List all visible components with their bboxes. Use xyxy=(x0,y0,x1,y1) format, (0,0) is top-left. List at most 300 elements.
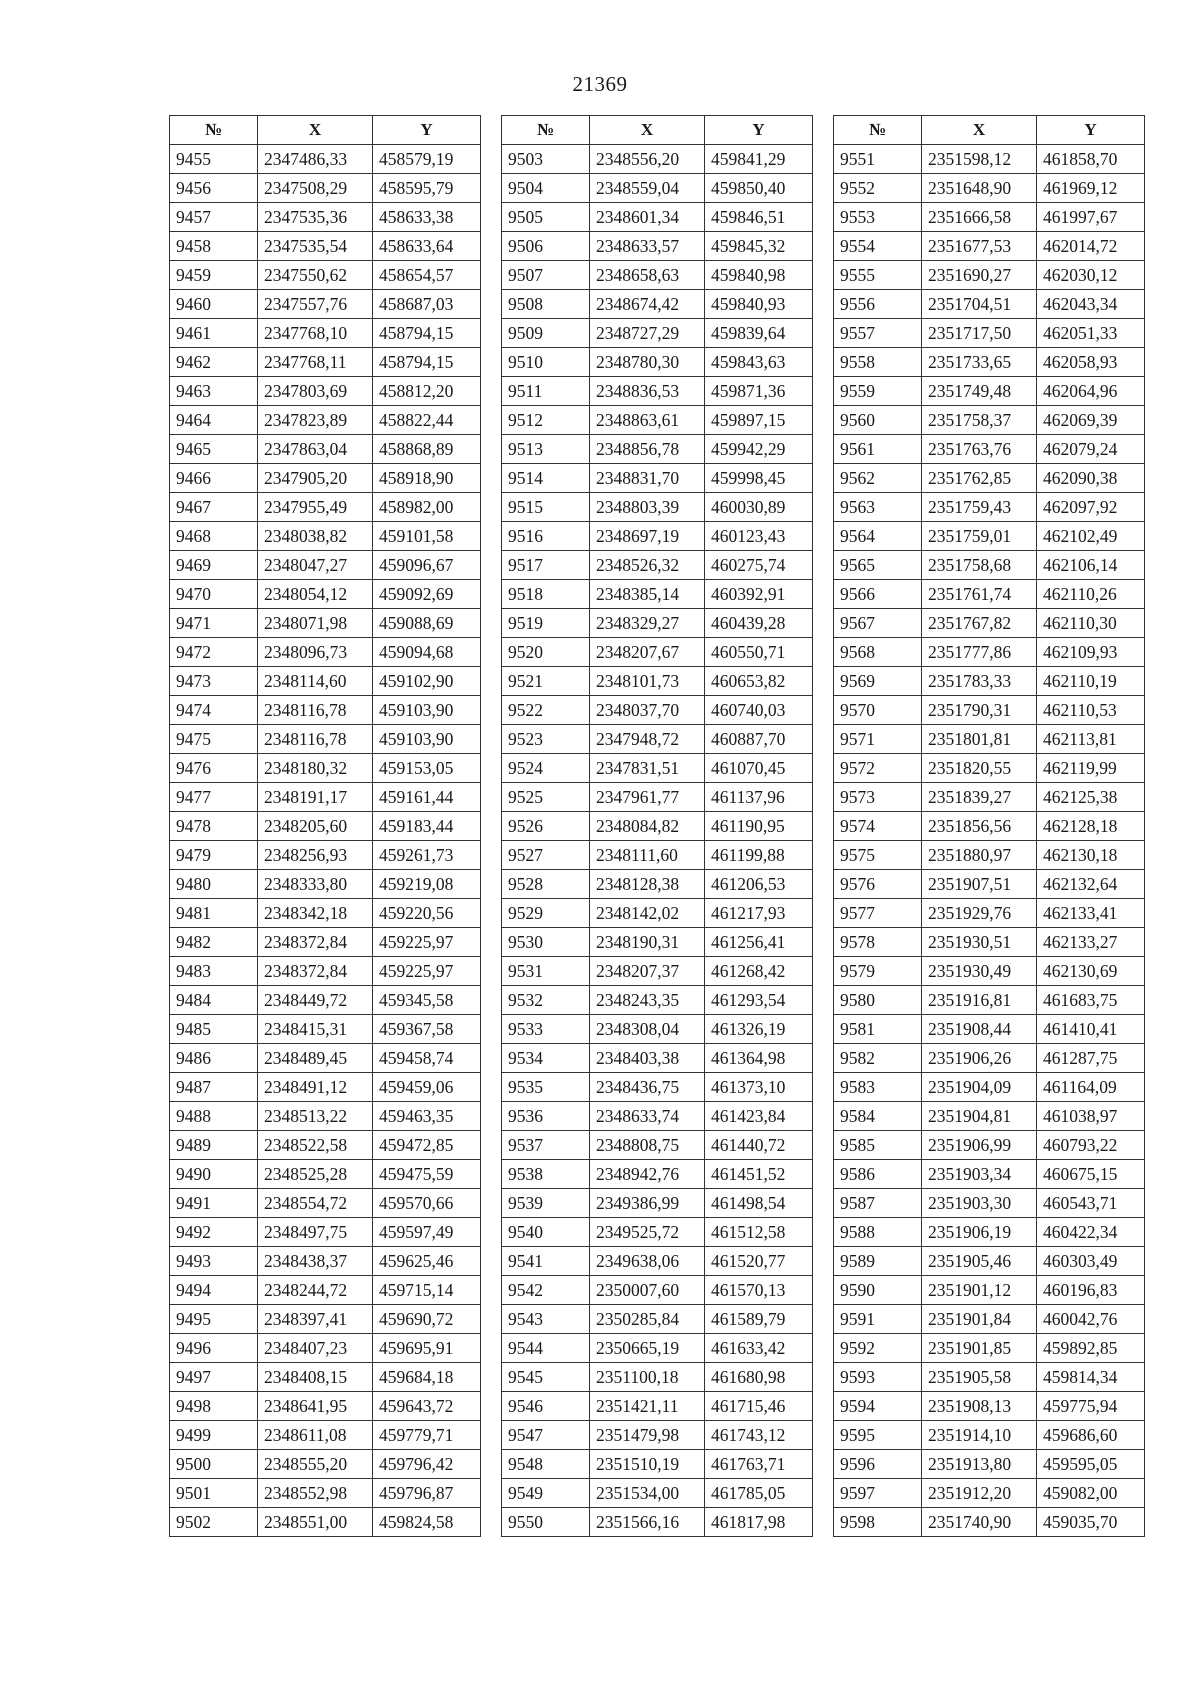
x-value: 2348641,95 xyxy=(258,1392,373,1421)
table-row xyxy=(834,1073,1145,1102)
header-x: X xyxy=(590,116,705,145)
x-value: 2347557,76 xyxy=(258,290,373,319)
table-row xyxy=(170,290,481,319)
point-number: 9542 xyxy=(502,1276,590,1305)
x-value: 2351905,58 xyxy=(922,1363,1037,1392)
x-value: 2348329,27 xyxy=(590,609,705,638)
x-value: 2348180,32 xyxy=(258,754,373,783)
y-value: 462130,18 xyxy=(1037,841,1145,870)
y-value: 458918,90 xyxy=(373,464,481,493)
table-row xyxy=(502,1276,813,1305)
table-row xyxy=(170,406,481,435)
point-number: 9576 xyxy=(834,870,922,899)
page-number: 21369 xyxy=(572,72,628,96)
x-value: 2351929,76 xyxy=(922,899,1037,928)
y-value: 459796,42 xyxy=(373,1450,481,1479)
point-number: 9501 xyxy=(170,1479,258,1508)
y-value: 461206,53 xyxy=(705,870,813,899)
y-value: 459367,58 xyxy=(373,1015,481,1044)
table-row xyxy=(502,1131,813,1160)
y-value: 461683,75 xyxy=(1037,986,1145,1015)
point-number: 9594 xyxy=(834,1392,922,1421)
point-number: 9503 xyxy=(502,145,590,174)
y-value: 462058,93 xyxy=(1037,348,1145,377)
table-row xyxy=(170,754,481,783)
table-row xyxy=(502,754,813,783)
point-number: 9527 xyxy=(502,841,590,870)
x-value: 2348522,58 xyxy=(258,1131,373,1160)
x-value: 2351598,12 xyxy=(922,145,1037,174)
x-value: 2351839,27 xyxy=(922,783,1037,812)
y-value: 459103,90 xyxy=(373,725,481,754)
x-value: 2347486,33 xyxy=(258,145,373,174)
table-row xyxy=(170,1305,481,1334)
y-value: 458579,19 xyxy=(373,145,481,174)
y-value: 461256,41 xyxy=(705,928,813,957)
table-body xyxy=(834,145,1145,1537)
table-row xyxy=(834,232,1145,261)
point-number: 9556 xyxy=(834,290,922,319)
x-value: 2351763,76 xyxy=(922,435,1037,464)
table-row xyxy=(834,812,1145,841)
table-row xyxy=(170,1044,481,1073)
y-value: 459345,58 xyxy=(373,986,481,1015)
point-number: 9598 xyxy=(834,1508,922,1537)
point-number: 9544 xyxy=(502,1334,590,1363)
x-value: 2351908,13 xyxy=(922,1392,1037,1421)
y-value: 458812,20 xyxy=(373,377,481,406)
x-value: 2348525,28 xyxy=(258,1160,373,1189)
point-number: 9564 xyxy=(834,522,922,551)
point-number: 9573 xyxy=(834,783,922,812)
table-row xyxy=(834,377,1145,406)
y-value: 460439,28 xyxy=(705,609,813,638)
x-value: 2351759,01 xyxy=(922,522,1037,551)
table-row xyxy=(170,1450,481,1479)
table-row xyxy=(834,1131,1145,1160)
x-value: 2348552,98 xyxy=(258,1479,373,1508)
table-row xyxy=(170,1102,481,1131)
y-value: 462106,14 xyxy=(1037,551,1145,580)
y-value: 459595,05 xyxy=(1037,1450,1145,1479)
x-value: 2348191,17 xyxy=(258,783,373,812)
table-row xyxy=(170,551,481,580)
y-value: 459690,72 xyxy=(373,1305,481,1334)
table-row xyxy=(170,464,481,493)
x-value: 2348038,82 xyxy=(258,522,373,551)
x-value: 2348096,73 xyxy=(258,638,373,667)
table-row xyxy=(170,870,481,899)
y-value: 459846,51 xyxy=(705,203,813,232)
point-number: 9474 xyxy=(170,696,258,725)
x-value: 2348101,73 xyxy=(590,667,705,696)
x-value: 2347863,04 xyxy=(258,435,373,464)
y-value: 461763,71 xyxy=(705,1450,813,1479)
point-number: 9559 xyxy=(834,377,922,406)
table-row xyxy=(834,783,1145,812)
x-value: 2348308,04 xyxy=(590,1015,705,1044)
x-value: 2348408,15 xyxy=(258,1363,373,1392)
point-number: 9562 xyxy=(834,464,922,493)
point-number: 9460 xyxy=(170,290,258,319)
table-row xyxy=(834,145,1145,174)
x-value: 2348780,30 xyxy=(590,348,705,377)
point-number: 9531 xyxy=(502,957,590,986)
x-value: 2351904,81 xyxy=(922,1102,1037,1131)
point-number: 9496 xyxy=(170,1334,258,1363)
y-value: 459715,14 xyxy=(373,1276,481,1305)
x-value: 2348497,75 xyxy=(258,1218,373,1247)
point-number: 9530 xyxy=(502,928,590,957)
x-value: 2348491,12 xyxy=(258,1073,373,1102)
y-value: 459998,45 xyxy=(705,464,813,493)
y-value: 462043,34 xyxy=(1037,290,1145,319)
x-value: 2347905,20 xyxy=(258,464,373,493)
x-value: 2351903,34 xyxy=(922,1160,1037,1189)
table-row xyxy=(834,754,1145,783)
y-value: 460030,89 xyxy=(705,493,813,522)
table-body xyxy=(170,145,481,1537)
table-row xyxy=(502,667,813,696)
table-row xyxy=(170,1160,481,1189)
x-value: 2351777,86 xyxy=(922,638,1037,667)
point-number: 9499 xyxy=(170,1421,258,1450)
x-value: 2348633,74 xyxy=(590,1102,705,1131)
header-y: Y xyxy=(1037,116,1145,145)
point-number: 9539 xyxy=(502,1189,590,1218)
x-value: 2347550,62 xyxy=(258,261,373,290)
table-row xyxy=(502,725,813,754)
y-value: 460422,34 xyxy=(1037,1218,1145,1247)
table-row xyxy=(834,522,1145,551)
table-row xyxy=(170,232,481,261)
point-number: 9522 xyxy=(502,696,590,725)
x-value: 2348415,31 xyxy=(258,1015,373,1044)
table-row xyxy=(502,899,813,928)
y-value: 461070,45 xyxy=(705,754,813,783)
point-number: 9553 xyxy=(834,203,922,232)
y-value: 462064,96 xyxy=(1037,377,1145,406)
header-number: № xyxy=(502,116,590,145)
point-number: 9455 xyxy=(170,145,258,174)
y-value: 461038,97 xyxy=(1037,1102,1145,1131)
x-value: 2351740,90 xyxy=(922,1508,1037,1537)
point-number: 9459 xyxy=(170,261,258,290)
y-value: 458868,89 xyxy=(373,435,481,464)
x-value: 2351566,16 xyxy=(590,1508,705,1537)
point-number: 9462 xyxy=(170,348,258,377)
x-value: 2348084,82 xyxy=(590,812,705,841)
table-row xyxy=(502,957,813,986)
y-value: 462109,93 xyxy=(1037,638,1145,667)
point-number: 9500 xyxy=(170,1450,258,1479)
table-row xyxy=(834,725,1145,754)
x-value: 2348244,72 xyxy=(258,1276,373,1305)
y-value: 461293,54 xyxy=(705,986,813,1015)
table-row xyxy=(170,1479,481,1508)
x-value: 2348256,93 xyxy=(258,841,373,870)
y-value: 459219,08 xyxy=(373,870,481,899)
x-value: 2348207,67 xyxy=(590,638,705,667)
table-row xyxy=(834,957,1145,986)
point-number: 9591 xyxy=(834,1305,922,1334)
x-value: 2348633,57 xyxy=(590,232,705,261)
point-number: 9552 xyxy=(834,174,922,203)
y-value: 460543,71 xyxy=(1037,1189,1145,1218)
y-value: 459463,35 xyxy=(373,1102,481,1131)
point-number: 9568 xyxy=(834,638,922,667)
y-value: 458687,03 xyxy=(373,290,481,319)
point-number: 9505 xyxy=(502,203,590,232)
y-value: 459643,72 xyxy=(373,1392,481,1421)
point-number: 9566 xyxy=(834,580,922,609)
table-row xyxy=(502,203,813,232)
table-row xyxy=(502,1160,813,1189)
x-value: 2348111,60 xyxy=(590,841,705,870)
table-row xyxy=(834,464,1145,493)
y-value: 458822,44 xyxy=(373,406,481,435)
y-value: 459475,59 xyxy=(373,1160,481,1189)
table-row xyxy=(834,580,1145,609)
table-row xyxy=(502,783,813,812)
table-header xyxy=(502,116,813,145)
x-value: 2351783,33 xyxy=(922,667,1037,696)
table-row xyxy=(170,957,481,986)
x-value: 2348438,37 xyxy=(258,1247,373,1276)
x-value: 2348397,41 xyxy=(258,1305,373,1334)
point-number: 9456 xyxy=(170,174,258,203)
y-value: 462090,38 xyxy=(1037,464,1145,493)
x-value: 2348128,38 xyxy=(590,870,705,899)
x-value: 2347508,29 xyxy=(258,174,373,203)
table-row xyxy=(834,1189,1145,1218)
table-row xyxy=(834,551,1145,580)
point-number: 9582 xyxy=(834,1044,922,1073)
coordinate-table xyxy=(501,115,813,1537)
table-row xyxy=(170,1334,481,1363)
table-row xyxy=(834,928,1145,957)
x-value: 2351749,48 xyxy=(922,377,1037,406)
table-row xyxy=(502,1363,813,1392)
y-value: 461190,95 xyxy=(705,812,813,841)
header-number: № xyxy=(834,116,922,145)
x-value: 2351880,97 xyxy=(922,841,1037,870)
x-value: 2348205,60 xyxy=(258,812,373,841)
x-value: 2351930,49 xyxy=(922,957,1037,986)
y-value: 461364,98 xyxy=(705,1044,813,1073)
table-row xyxy=(834,1450,1145,1479)
table-row xyxy=(502,1073,813,1102)
y-value: 459796,87 xyxy=(373,1479,481,1508)
table-row xyxy=(170,812,481,841)
table-row xyxy=(834,1102,1145,1131)
point-number: 9473 xyxy=(170,667,258,696)
table-row xyxy=(502,551,813,580)
y-value: 460275,74 xyxy=(705,551,813,580)
table-row xyxy=(502,609,813,638)
table-row xyxy=(502,232,813,261)
y-value: 461633,42 xyxy=(705,1334,813,1363)
y-value: 459092,69 xyxy=(373,580,481,609)
point-number: 9491 xyxy=(170,1189,258,1218)
table-row xyxy=(170,1247,481,1276)
x-value: 2351648,90 xyxy=(922,174,1037,203)
y-value: 460196,83 xyxy=(1037,1276,1145,1305)
point-number: 9547 xyxy=(502,1421,590,1450)
y-value: 461137,96 xyxy=(705,783,813,812)
table-row xyxy=(834,1305,1145,1334)
y-value: 461440,72 xyxy=(705,1131,813,1160)
table-row xyxy=(502,1479,813,1508)
table-row xyxy=(834,435,1145,464)
y-value: 459225,97 xyxy=(373,928,481,957)
point-number: 9521 xyxy=(502,667,590,696)
x-value: 2347961,77 xyxy=(590,783,705,812)
x-value: 2348658,63 xyxy=(590,261,705,290)
x-value: 2351856,56 xyxy=(922,812,1037,841)
x-value: 2347948,72 xyxy=(590,725,705,754)
point-number: 9561 xyxy=(834,435,922,464)
table-row xyxy=(502,1421,813,1450)
y-value: 458982,00 xyxy=(373,493,481,522)
point-number: 9577 xyxy=(834,899,922,928)
point-number: 9590 xyxy=(834,1276,922,1305)
table-body xyxy=(502,145,813,1537)
y-value: 459035,70 xyxy=(1037,1508,1145,1537)
point-number: 9532 xyxy=(502,986,590,1015)
table-row xyxy=(502,986,813,1015)
point-number: 9508 xyxy=(502,290,590,319)
x-value: 2348601,34 xyxy=(590,203,705,232)
x-value: 2348190,31 xyxy=(590,928,705,957)
x-value: 2348342,18 xyxy=(258,899,373,928)
point-number: 9469 xyxy=(170,551,258,580)
table-row xyxy=(834,1015,1145,1044)
x-value: 2350665,19 xyxy=(590,1334,705,1363)
y-value: 459843,63 xyxy=(705,348,813,377)
y-value: 459102,90 xyxy=(373,667,481,696)
point-number: 9497 xyxy=(170,1363,258,1392)
x-value: 2351761,74 xyxy=(922,580,1037,609)
x-value: 2348808,75 xyxy=(590,1131,705,1160)
table-row xyxy=(502,928,813,957)
point-number: 9482 xyxy=(170,928,258,957)
x-value: 2351820,55 xyxy=(922,754,1037,783)
point-number: 9543 xyxy=(502,1305,590,1334)
header-x: X xyxy=(258,116,373,145)
y-value: 459094,68 xyxy=(373,638,481,667)
x-value: 2348071,98 xyxy=(258,609,373,638)
point-number: 9585 xyxy=(834,1131,922,1160)
point-number: 9464 xyxy=(170,406,258,435)
table-row xyxy=(502,638,813,667)
x-value: 2348831,70 xyxy=(590,464,705,493)
y-value: 460887,70 xyxy=(705,725,813,754)
x-value: 2351790,31 xyxy=(922,696,1037,725)
table-row xyxy=(834,174,1145,203)
y-value: 461287,75 xyxy=(1037,1044,1145,1073)
x-value: 2348372,84 xyxy=(258,957,373,986)
table-row xyxy=(834,696,1145,725)
point-number: 9518 xyxy=(502,580,590,609)
point-number: 9586 xyxy=(834,1160,922,1189)
table-row xyxy=(170,1131,481,1160)
table-row xyxy=(834,1276,1145,1305)
x-value: 2348047,27 xyxy=(258,551,373,580)
y-value: 461199,88 xyxy=(705,841,813,870)
point-number: 9511 xyxy=(502,377,590,406)
y-value: 462119,99 xyxy=(1037,754,1145,783)
y-value: 458633,38 xyxy=(373,203,481,232)
x-value: 2347535,36 xyxy=(258,203,373,232)
point-number: 9472 xyxy=(170,638,258,667)
y-value: 461498,54 xyxy=(705,1189,813,1218)
point-number: 9520 xyxy=(502,638,590,667)
y-value: 460042,76 xyxy=(1037,1305,1145,1334)
y-value: 459840,93 xyxy=(705,290,813,319)
table-row xyxy=(834,1392,1145,1421)
x-value: 2351100,18 xyxy=(590,1363,705,1392)
point-number: 9557 xyxy=(834,319,922,348)
y-value: 462110,53 xyxy=(1037,696,1145,725)
point-number: 9487 xyxy=(170,1073,258,1102)
table-row xyxy=(834,1160,1145,1189)
table-row xyxy=(834,986,1145,1015)
y-value: 462113,81 xyxy=(1037,725,1145,754)
y-value: 461589,79 xyxy=(705,1305,813,1334)
point-number: 9479 xyxy=(170,841,258,870)
x-value: 2351906,99 xyxy=(922,1131,1037,1160)
x-value: 2349386,99 xyxy=(590,1189,705,1218)
table-row xyxy=(170,377,481,406)
x-value: 2347535,54 xyxy=(258,232,373,261)
x-value: 2351421,11 xyxy=(590,1392,705,1421)
table-row xyxy=(502,435,813,464)
point-number: 9550 xyxy=(502,1508,590,1537)
point-number: 9470 xyxy=(170,580,258,609)
table-row xyxy=(834,493,1145,522)
point-number: 9549 xyxy=(502,1479,590,1508)
table-row xyxy=(170,580,481,609)
x-value: 2347803,69 xyxy=(258,377,373,406)
x-value: 2348114,60 xyxy=(258,667,373,696)
x-value: 2351762,85 xyxy=(922,464,1037,493)
table-row xyxy=(502,145,813,174)
y-value: 462133,27 xyxy=(1037,928,1145,957)
table-row xyxy=(502,812,813,841)
y-value: 459183,44 xyxy=(373,812,481,841)
x-value: 2348942,76 xyxy=(590,1160,705,1189)
point-number: 9546 xyxy=(502,1392,590,1421)
table-row xyxy=(502,1218,813,1247)
table-row xyxy=(502,1044,813,1073)
table-row xyxy=(502,1508,813,1537)
x-value: 2347768,10 xyxy=(258,319,373,348)
table-row xyxy=(502,493,813,522)
x-value: 2348403,38 xyxy=(590,1044,705,1073)
y-value: 460303,49 xyxy=(1037,1247,1145,1276)
x-value: 2348054,12 xyxy=(258,580,373,609)
table-row xyxy=(170,1218,481,1247)
point-number: 9567 xyxy=(834,609,922,638)
x-value: 2347768,11 xyxy=(258,348,373,377)
point-number: 9541 xyxy=(502,1247,590,1276)
y-value: 459775,94 xyxy=(1037,1392,1145,1421)
point-number: 9580 xyxy=(834,986,922,1015)
point-number: 9558 xyxy=(834,348,922,377)
point-number: 9587 xyxy=(834,1189,922,1218)
x-value: 2351690,27 xyxy=(922,261,1037,290)
